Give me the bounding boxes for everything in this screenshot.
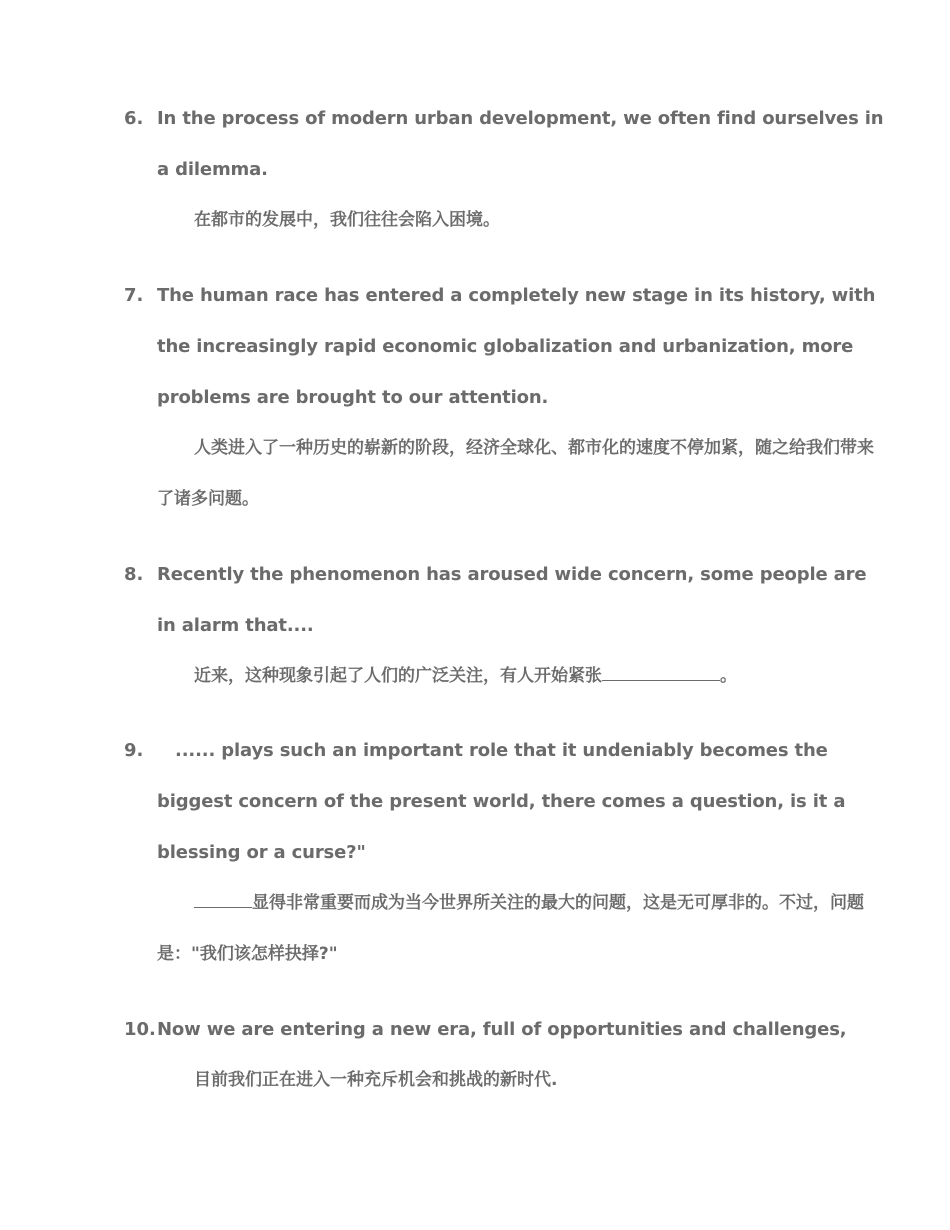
fill-in-blank [194,889,252,908]
chinese-translation: 目前我们正在进入一种充斥机会和挑战的新时代. [194,1070,558,1090]
english-sentence: ...... plays such an important role that it undeniably becomes the biggest concern of the present world, there comes a question, is it a blessing or a curse?" [157,740,846,863]
item-number: 8. [124,564,144,585]
chinese-text-after-blank: 。 [720,666,737,686]
chinese-text-after-blank: 显得非常重要而成为当今世界所关注的最大的问题，这是无可厚非的。不过，问题是："我们该怎样抉择?" [157,893,864,964]
english-sentence: Recently the phenomenon has aroused wide concern, some people are in alarm that.... [157,564,867,636]
item-number: 6. [124,108,144,129]
list-item-10 [124,1004,884,1106]
chinese-translation [157,651,884,702]
english-sentence: Now we are entering a new era, full of opportunities and challenges, [157,1019,847,1040]
list-item-6 [124,93,884,246]
item-number: 7. [124,285,144,306]
chinese-text-before-blank: 近来，这种现象引起了人们的广泛关注，有人开始紧张 [194,666,602,686]
list-item-8 [124,549,884,702]
item-number: 9. [124,740,144,761]
item-number: 10. [124,1019,156,1040]
list-item-7 [124,270,884,525]
fill-in-blank [602,662,720,681]
english-sentence: The human race has entered a completely new stage in its history, with the increasingly rapid economic globalization and urbanization, more problems are brought to our attention. [157,285,876,408]
list-item-9 [124,725,884,980]
chinese-translation: 在都市的发展中，我们往往会陷入困境。 [194,210,500,230]
english-sentence: In the process of modern urban development, we often find ourselves in a dilemma. [157,108,884,180]
chinese-translation: 人类进入了一种历史的崭新的阶段，经济全球化、都市化的速度不停加紧，随之给我们带来了诸多问题。 [157,438,874,509]
chinese-translation [157,878,884,980]
